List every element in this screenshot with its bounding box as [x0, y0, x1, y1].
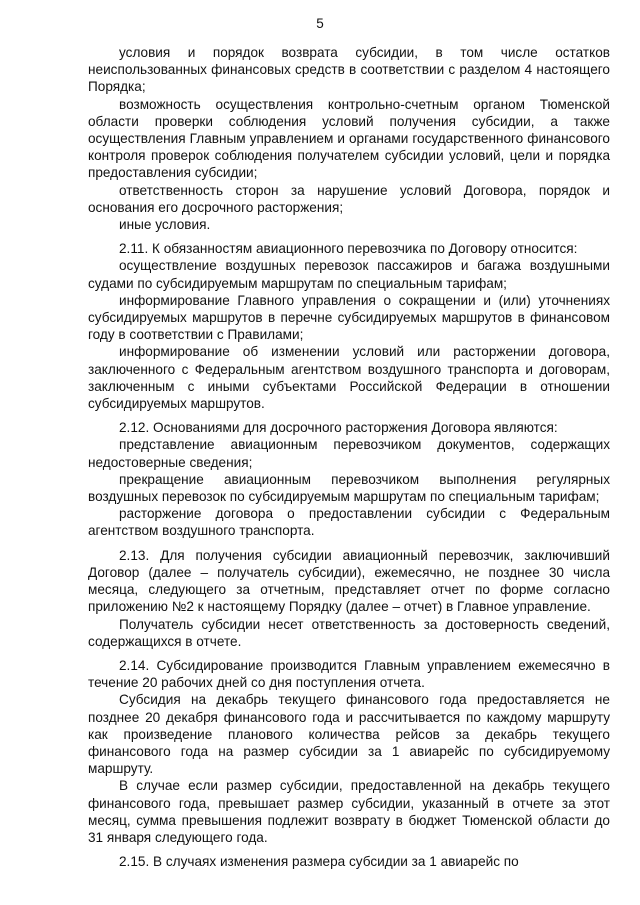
paragraph-2-12-termination: прекращение авиационным перевозчиком выполнения регулярных воздушных перевозок по субсидируемым маршрутам по специальным тарифам;	[88, 471, 610, 505]
paragraph-responsibility: ответственность сторон за нарушение условий Договора, порядок и основания его досрочного расторжения;	[88, 182, 610, 215]
paragraph-other-conditions: иные условия.	[119, 217, 211, 233]
paragraph-2-11-inform-reduction: информирование Главного управления о сокращении и (или) уточнениях субсидируемых маршрутов в перечне субсидируемых маршрутов в финансовом году в соответствии с Правилами;	[88, 292, 610, 343]
paragraph-2-11-inform-changes: информирование об изменении условий или расторжении договора, заключенного с Федеральным агентством воздушного транспорта и договорам, заключенным с иными субъектами Российской Федерации в отношении субсидируемых маршрутов.	[88, 344, 610, 412]
paragraph-2-14: 2.14. Субсидирование производится Главным управлением ежемесячно в течение 20 рабочих дней со дня поступления отчета.	[88, 657, 610, 691]
paragraph-2-14-december: Субсидия на декабрь текущего финансового года предоставляется не позднее 20 декабря финансового года и рассчитывается по каждому маршруту как произведение планового количества рейсов за декабрь текущего финансового года на размер субсидии за 1 авиарейс по субсидируемому маршруту.	[88, 692, 610, 777]
paragraph-2-14-excess: В случае если размер субсидии, предоставленной на декабрь текущего финансового года, превышает размер субсидии, указанный в отчете за этот месяц, сумма превышения подлежит возврату в бюджет Тюменской области до 31 января следующего года.	[88, 778, 610, 845]
paragraph-2-11: 2.11. К обязанностям авиационного перевозчика по Договору относится:	[119, 241, 578, 257]
paragraph-audit-possibility: возможность осуществления контрольно-счетным органом Тюменской области проверки соблюдения условий получения субсидии, а также осуществления Главным управлением и органами государственного финансового контроля проверок соблюдения получателем субсидии условий, цели и порядка предоставления субсидии;	[88, 96, 610, 181]
paragraph-2-12: 2.12. Основаниями для досрочного расторжения Договора являются:	[119, 420, 558, 436]
paragraph-2-13-responsibility: Получатель субсидии несет ответственность за достоверность сведений, содержащихся в отчете.	[88, 616, 610, 649]
paragraph-2-11-transport: осуществление воздушных перевозок пассажиров и багажа воздушными судами по субсидируемым маршрутам по специальным тарифам;	[88, 258, 610, 291]
document-body	[88, 44, 610, 870]
paragraph-2-12-cancel-agreement: расторжение договора о предоставлении субсидии с Федеральным агентством воздушного транспорта.	[88, 506, 610, 539]
paragraph-2-13: 2.13. Для получения субсидии авиационный перевозчик, заключивший Договор (далее – получатель субсидии), ежемесячно, не позднее 30 числа месяца, следующего за отчетным, представляет отчет по форме согласно приложению №2 к настоящему Порядку (далее – отчет) в Главное управление.	[88, 547, 610, 615]
paragraph-2-12-false-docs: представление авиационным перевозчиком документов, содержащих недостоверные сведения;	[88, 437, 610, 470]
page-number: 5	[316, 16, 324, 31]
paragraph-2-15: 2.15. В случаях изменения размера субсидии за 1 авиарейс по	[119, 854, 519, 870]
paragraph-return-conditions: условия и порядок возврата субсидии, в том числе остатков неиспользованных финансовых средств в соответствии с разделом 4 настоящего Порядка;	[88, 45, 610, 95]
